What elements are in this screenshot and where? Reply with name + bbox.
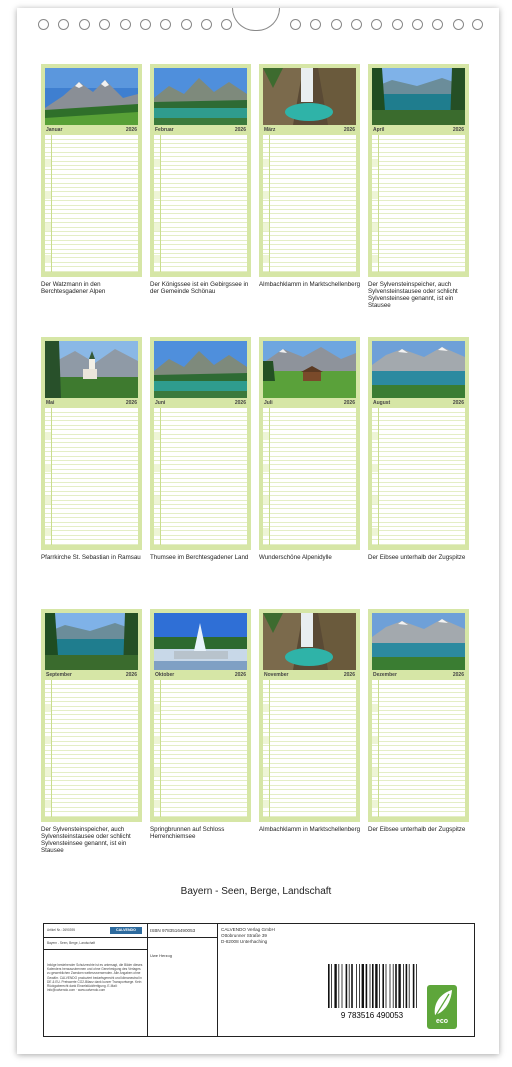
month-header	[263, 126, 356, 134]
month-year: 2026	[234, 672, 246, 678]
photo-caption: Der Sylvensteinspeicher, auch Sylvensteinstausee oder schlicht Sylvensteinsee genannt, ist ein Stausee	[368, 281, 458, 309]
month-name: August	[373, 400, 391, 406]
month-photo	[45, 68, 138, 125]
binding-hole	[472, 19, 483, 30]
binding-hole	[99, 19, 110, 30]
binding-hole	[160, 19, 171, 30]
month-year: 2026	[343, 127, 355, 133]
photo-caption: Almbachklamm in Marktschellenberg	[259, 826, 361, 833]
day-grid	[154, 135, 247, 272]
binding-hole	[310, 19, 321, 30]
day-grid	[372, 408, 465, 545]
month-name: Dezember	[373, 672, 397, 678]
binding-hole	[201, 19, 212, 30]
month-page-februar	[150, 64, 251, 277]
month-header	[154, 126, 247, 134]
month-name: April	[373, 127, 385, 133]
binding-hole	[331, 19, 342, 30]
month-header	[45, 126, 138, 134]
month-photo	[154, 68, 247, 125]
month-header	[372, 671, 465, 679]
month-header	[45, 671, 138, 679]
barcode-digits: 9 783516 490053	[340, 1011, 404, 1020]
month-name: März	[264, 127, 276, 133]
day-grid	[263, 135, 356, 272]
month-photo	[45, 341, 138, 398]
article-number: Artikel Nr.: 2690395	[47, 928, 75, 932]
binding-hole	[432, 19, 443, 30]
month-photo	[154, 341, 247, 398]
month-page-januar	[41, 64, 142, 277]
month-photo	[45, 613, 138, 670]
day-grid	[154, 680, 247, 817]
month-name: September	[46, 672, 72, 678]
month-name: Mai	[46, 400, 55, 406]
month-page-november	[259, 609, 360, 822]
binding-hole	[392, 19, 403, 30]
calendar-title: Bayern - Seen, Berge, Landschaft	[180, 886, 332, 897]
binding-hole	[120, 19, 131, 30]
month-page-juli	[259, 337, 360, 550]
month-photo	[372, 613, 465, 670]
day-grid	[372, 680, 465, 817]
binding-hole	[58, 19, 69, 30]
publisher-address: CALVENDO Verlag GmbH Ottobrunner Straße 39 D-82008 Unterhaching	[221, 927, 275, 944]
photo-caption: Almbachklamm in Marktschellenberg	[259, 281, 361, 288]
photo-caption: Springbrunnen auf Schloss Herrenchiemsee	[150, 826, 225, 840]
month-header	[45, 399, 138, 407]
month-page-juni	[150, 337, 251, 550]
month-page-dezember	[368, 609, 469, 822]
binding-hole	[371, 19, 382, 30]
month-name: November	[264, 672, 289, 678]
photo-caption: Der Eibsee unterhalb der Zugspitze	[368, 826, 466, 833]
month-page-september	[41, 609, 142, 822]
month-year: 2026	[452, 672, 464, 678]
binding-hole	[453, 19, 464, 30]
month-header	[263, 671, 356, 679]
month-year: 2026	[452, 127, 464, 133]
photo-caption: Pfarrkirche St. Sebastian in Ramsau	[41, 554, 141, 561]
day-grid	[45, 135, 138, 272]
month-header	[154, 399, 247, 407]
binding-hole	[140, 19, 151, 30]
month-name: Juli	[264, 400, 273, 406]
month-name: Januar	[46, 127, 63, 133]
binding-hole	[79, 19, 90, 30]
binding-hole	[290, 19, 301, 30]
day-grid	[154, 408, 247, 545]
month-page-august	[368, 337, 469, 550]
month-year: 2026	[343, 400, 355, 406]
month-page-april	[368, 64, 469, 277]
isbn: ISBN 9783516490053	[150, 928, 196, 933]
month-header	[372, 126, 465, 134]
month-photo	[154, 613, 247, 670]
eco-badge	[427, 985, 457, 1029]
photo-caption: Wunderschöne Alpenidylle	[259, 554, 332, 561]
photo-caption: Der Eibsee unterhalb der Zugspitze	[368, 554, 466, 561]
photo-caption: Der Watzmann in den Berchtesgadener Alpen	[41, 281, 106, 295]
month-photo	[372, 68, 465, 125]
day-grid	[263, 408, 356, 545]
month-page-oktober	[150, 609, 251, 822]
month-year: 2026	[125, 127, 137, 133]
publisher-logo: CALVENDO	[110, 927, 142, 934]
day-grid	[263, 680, 356, 817]
photo-caption: Der Sylvensteinspeicher, auch Sylvensteinstausee oder schlicht Sylvensteinsee genannt, ist ein Stausee	[41, 826, 131, 854]
day-grid	[372, 135, 465, 272]
product-title: Bayern - Seen, Berge, Landschaft	[47, 941, 96, 945]
month-photo	[263, 68, 356, 125]
month-page-märz	[259, 64, 360, 277]
binding-hole	[181, 19, 192, 30]
month-name: Oktober	[155, 672, 175, 678]
legal-disclaimer: Infolge bestehender Schutzrechte ist es untersagt, die Bilder dieses Kalenders herauszutrennen und ohne Genehmigung des Verlages zu gewerblichen Zwecken weiterzuverwenden. Alle Angaben ohne Gewähr. CALVENDO produziert bedarfsgerecht und klimaneutral in DE & EU. Preiswerte CO2-Bilanz dank kurzer Transportwege. Kein Rückgaberecht dank Einzelstückfertigung. E-Mail: info@calvendo.com · www.calvendo.com	[47, 963, 143, 993]
month-header	[154, 671, 247, 679]
author: Uwe Herzog	[150, 953, 173, 958]
month-name: Februar	[155, 127, 174, 133]
month-year: 2026	[234, 127, 246, 133]
photo-caption: Thumsee im Berchtesgadener Land	[150, 554, 249, 561]
month-year: 2026	[125, 400, 137, 406]
month-header	[263, 399, 356, 407]
photo-caption: Der Königssee ist ein Gebirgssee in der Gemeinde Schönau	[150, 281, 249, 295]
binding-hole	[351, 19, 362, 30]
binding-hole	[221, 19, 232, 30]
day-grid	[45, 408, 138, 545]
month-year: 2026	[234, 400, 246, 406]
binding-hole	[38, 19, 49, 30]
month-photo	[263, 613, 356, 670]
month-year: 2026	[452, 400, 464, 406]
barcode	[324, 960, 420, 1022]
month-header	[372, 399, 465, 407]
month-name: Juni	[155, 400, 166, 406]
day-grid	[45, 680, 138, 817]
month-page-mai	[41, 337, 142, 550]
month-photo	[372, 341, 465, 398]
month-year: 2026	[125, 672, 137, 678]
binding-hole	[412, 19, 423, 30]
eco-label: eco	[435, 1018, 449, 1025]
month-photo	[263, 341, 356, 398]
month-year: 2026	[343, 672, 355, 678]
